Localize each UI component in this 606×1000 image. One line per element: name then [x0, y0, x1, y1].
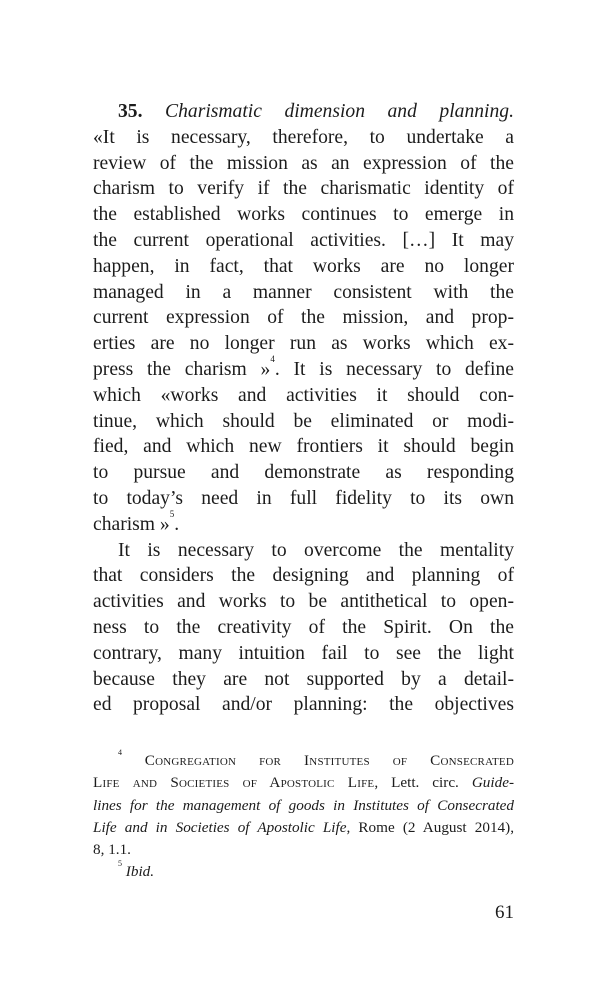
author-smallcaps: Life and Societies of Apostolic Life [93, 774, 375, 792]
section-title: Charismatic dimension and planning. [165, 101, 514, 122]
author-smallcaps: Congregation for Institutes of Consecrated [144, 752, 514, 769]
footnote-line: 8, 1.1. [93, 841, 131, 859]
text-segment: . [174, 513, 180, 535]
text-line: charism to verify if the charismatic identity of [93, 178, 514, 200]
text-line [93, 508, 514, 538]
footnote-4 [93, 750, 514, 861]
footnote-line [93, 861, 514, 883]
text-line: erties are no longer run as works which ex- [93, 333, 514, 355]
footnote-5 [93, 861, 514, 883]
text-line: It is necessary to overcome the mentality [118, 539, 514, 561]
text-line: the current operational activities. […] It may [93, 229, 514, 251]
footnote-line [93, 817, 514, 839]
footnote-ref-5[interactable]: 5 [169, 508, 175, 519]
title-italic: Ibid. [125, 863, 155, 881]
text-line: fied, and which new frontiers it should begin [93, 436, 514, 458]
text-line: which «works and activities it should con- [93, 384, 514, 406]
text-line: because they are not supported by a detail- [93, 668, 514, 690]
footnote-marker: 4 [118, 748, 122, 757]
text-line: tinue, which should be eliminated or modi- [93, 410, 514, 432]
text-line: to today’s need in full fidelity to its own [93, 487, 514, 509]
footnote-marker: 5 [118, 859, 122, 869]
text-segment: charism » [93, 513, 170, 535]
text-line: the established works continues to emerge in [93, 204, 514, 226]
footnote-line [93, 772, 514, 794]
text-segment: , Lett. circ. [374, 774, 472, 792]
text-line: activities and works to be antithetical to open- [93, 591, 514, 613]
text-line: managed in a manner consistent with the [93, 281, 514, 303]
text-segment: , Rome (2 August 2014), [346, 818, 514, 836]
text-line: «It is necessary, therefore, to undertake a [93, 126, 514, 148]
footnotes [93, 750, 514, 884]
text-line: ed proposal and/or planning: the objectives [93, 694, 514, 716]
section-heading-line [93, 99, 514, 125]
footnote-line [93, 750, 514, 772]
section-number: 35. [118, 101, 143, 122]
text-line: to pursue and demonstrate as responding [93, 462, 514, 484]
text-line: current expression of the mission, and prop- [93, 307, 514, 329]
title-italic: Life and in Societies of Apostolic Life [93, 818, 347, 836]
text-line: ness to the creativity of the Spirit. On the [93, 616, 514, 638]
title-italic: Guide- [471, 774, 515, 792]
text-line: contrary, many intuition fail to see the light [93, 642, 514, 664]
page-number: 61 [495, 902, 514, 923]
footnote-ref-4[interactable]: 4 [270, 353, 275, 364]
text-segment: press the charism » [93, 358, 271, 380]
footnote-line: lines for the management of goods in Institutes of Consecrated [93, 796, 514, 814]
text-line [93, 353, 514, 383]
section-35 [93, 99, 514, 718]
text-line: that considers the designing and planning of [93, 565, 514, 587]
text-line: happen, in fact, that works are no longer [93, 255, 514, 277]
text-line: review of the mission as an expression of the [93, 152, 514, 174]
page-body [93, 99, 514, 718]
text-segment: . It is necessary to define [274, 358, 514, 380]
